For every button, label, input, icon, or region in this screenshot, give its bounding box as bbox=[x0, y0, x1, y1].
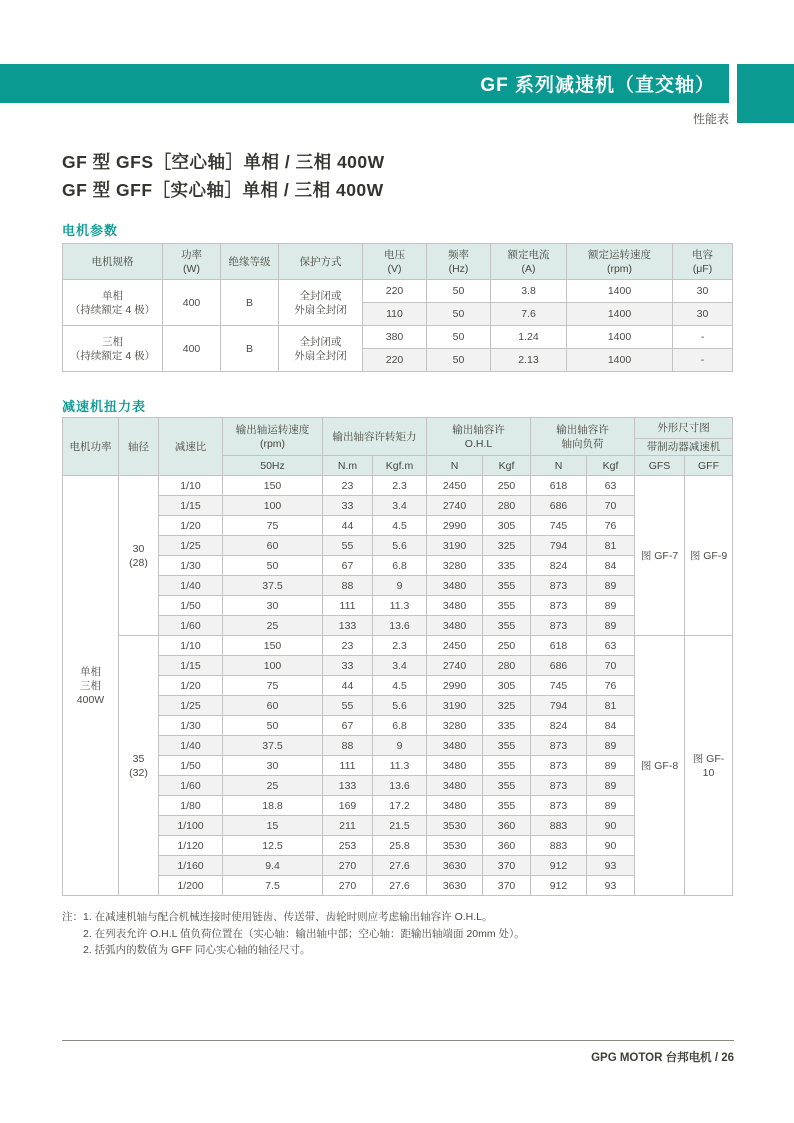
ratio-cell: 1/80 bbox=[159, 796, 223, 816]
value-cell: 912 bbox=[531, 876, 587, 896]
ratio-cell: 1/100 bbox=[159, 816, 223, 836]
value-cell: 3.4 bbox=[373, 656, 427, 676]
value-cell: 824 bbox=[531, 716, 587, 736]
value-cell: 270 bbox=[323, 876, 373, 896]
value-cell: 3.4 bbox=[373, 496, 427, 516]
value-cell: 3190 bbox=[427, 536, 483, 556]
value-cell: 335 bbox=[483, 556, 531, 576]
ratio-cell: 1/30 bbox=[159, 716, 223, 736]
performance-table-label: 性能表 bbox=[692, 112, 729, 126]
value-cell: 18.8 bbox=[223, 796, 323, 816]
value-cell: 89 bbox=[587, 616, 635, 636]
ratio-cell: 1/20 bbox=[159, 676, 223, 696]
header-cell: 50Hz bbox=[223, 456, 323, 476]
note-line: 1. 在减速机轴与配合机械连接时使用链齿、传送带、齿轮时则应考虑输出轴容许 O.H.L。 bbox=[83, 911, 493, 923]
header-cell: Kgf bbox=[587, 456, 635, 476]
spec-cell: 单相 （持续额定 4 极） bbox=[63, 280, 163, 326]
spec-cell: 三相 （持续额定 4 极） bbox=[63, 326, 163, 372]
value-cell: - bbox=[673, 326, 733, 349]
value-cell: 270 bbox=[323, 856, 373, 876]
value-cell: 89 bbox=[587, 756, 635, 776]
value-cell: 883 bbox=[531, 836, 587, 856]
page-title-gff: GF 型 GFF［实心轴］单相 / 三相 400W bbox=[62, 180, 384, 200]
value-cell: 3.8 bbox=[491, 280, 567, 303]
value-cell: 2450 bbox=[427, 636, 483, 656]
note-lines bbox=[83, 909, 525, 959]
value-cell: 90 bbox=[587, 816, 635, 836]
value-cell: 1400 bbox=[567, 326, 673, 349]
header-cell: 频率 (Hz) bbox=[427, 244, 491, 280]
value-cell: 2.3 bbox=[373, 476, 427, 496]
header-cell: N bbox=[531, 456, 587, 476]
ratio-cell: 1/40 bbox=[159, 576, 223, 596]
value-cell: 50 bbox=[427, 326, 491, 349]
value-cell: 37.5 bbox=[223, 576, 323, 596]
value-cell: 211 bbox=[323, 816, 373, 836]
ratio-cell: 1/25 bbox=[159, 536, 223, 556]
value-cell: 3280 bbox=[427, 716, 483, 736]
value-cell: 89 bbox=[587, 576, 635, 596]
value-cell: 305 bbox=[483, 676, 531, 696]
note-line: 2. 括弧内的数值为 GFF 同心实心轴的轴径尺寸。 bbox=[83, 944, 311, 956]
value-cell: 3480 bbox=[427, 616, 483, 636]
ratio-cell: 1/50 bbox=[159, 756, 223, 776]
value-cell: 5.6 bbox=[373, 696, 427, 716]
ratio-cell: 1/10 bbox=[159, 636, 223, 656]
value-cell: 111 bbox=[323, 756, 373, 776]
value-cell: 873 bbox=[531, 736, 587, 756]
value-cell: 873 bbox=[531, 776, 587, 796]
value-cell: 360 bbox=[483, 836, 531, 856]
value-cell: 12.5 bbox=[223, 836, 323, 856]
value-cell: 6.8 bbox=[373, 716, 427, 736]
value-cell: 55 bbox=[323, 696, 373, 716]
value-cell: 618 bbox=[531, 636, 587, 656]
value-cell: 3480 bbox=[427, 776, 483, 796]
value-cell: 9 bbox=[373, 736, 427, 756]
header-cell: 额定运转速度 (rpm) bbox=[567, 244, 673, 280]
insulation-cell: B bbox=[221, 280, 279, 326]
value-cell: 27.6 bbox=[373, 856, 427, 876]
value-cell: 250 bbox=[483, 476, 531, 496]
value-cell: 2990 bbox=[427, 676, 483, 696]
value-cell: 75 bbox=[223, 516, 323, 536]
value-cell: 873 bbox=[531, 796, 587, 816]
value-cell: 370 bbox=[483, 856, 531, 876]
page-title-gfs: GF 型 GFS［空心轴］单相 / 三相 400W bbox=[62, 152, 385, 172]
value-cell: 44 bbox=[323, 516, 373, 536]
value-cell: 55 bbox=[323, 536, 373, 556]
value-cell: 883 bbox=[531, 816, 587, 836]
value-cell: 7.6 bbox=[491, 303, 567, 326]
value-cell: 618 bbox=[531, 476, 587, 496]
value-cell: 50 bbox=[223, 556, 323, 576]
value-cell: 355 bbox=[483, 776, 531, 796]
value-cell: 27.6 bbox=[373, 876, 427, 896]
value-cell: 23 bbox=[323, 476, 373, 496]
motor-power-cell: 单相 三相 400W bbox=[63, 476, 119, 896]
header-cell: 轴径 bbox=[119, 418, 159, 476]
value-cell: 33 bbox=[323, 656, 373, 676]
value-cell: 280 bbox=[483, 656, 531, 676]
value-cell: 873 bbox=[531, 616, 587, 636]
header-cell: 电容 (μF) bbox=[673, 244, 733, 280]
ratio-cell: 1/40 bbox=[159, 736, 223, 756]
header-cell: GFF bbox=[685, 456, 733, 476]
ratio-cell: 1/160 bbox=[159, 856, 223, 876]
note-line: 2. 在列表允许 O.H.L 值负荷位置在（实心轴：输出轴中部；空心轴：距输出轴端面 20mm 处）。 bbox=[83, 927, 525, 940]
value-cell: 2.13 bbox=[491, 349, 567, 372]
value-cell: 360 bbox=[483, 816, 531, 836]
ratio-cell: 1/200 bbox=[159, 876, 223, 896]
value-cell: 2990 bbox=[427, 516, 483, 536]
value-cell: 111 bbox=[323, 596, 373, 616]
value-cell: 60 bbox=[223, 536, 323, 556]
header-cell: 输出轴容许 轴向负荷 bbox=[531, 418, 635, 456]
value-cell: 355 bbox=[483, 796, 531, 816]
value-cell: 60 bbox=[223, 696, 323, 716]
power-cell: 400 bbox=[163, 326, 221, 372]
ratio-cell: 1/30 bbox=[159, 556, 223, 576]
value-cell: 3480 bbox=[427, 576, 483, 596]
value-cell: 89 bbox=[587, 776, 635, 796]
value-cell: 50 bbox=[427, 280, 491, 303]
value-cell: 2.3 bbox=[373, 636, 427, 656]
header-cell: 功率 (W) bbox=[163, 244, 221, 280]
value-cell: 1400 bbox=[567, 303, 673, 326]
value-cell: 745 bbox=[531, 516, 587, 536]
value-cell: 3530 bbox=[427, 836, 483, 856]
value-cell: 220 bbox=[363, 349, 427, 372]
value-cell: 7.5 bbox=[223, 876, 323, 896]
header-cell: 电压 (V) bbox=[363, 244, 427, 280]
value-cell: 88 bbox=[323, 576, 373, 596]
gfs-figure-cell: 图 GF-7 bbox=[635, 476, 685, 636]
value-cell: 81 bbox=[587, 696, 635, 716]
value-cell: 100 bbox=[223, 496, 323, 516]
header-cell: 绝缘等级 bbox=[221, 244, 279, 280]
protection-cell: 全封闭或 外扇全封闭 bbox=[279, 280, 363, 326]
value-cell: 380 bbox=[363, 326, 427, 349]
value-cell: 25 bbox=[223, 776, 323, 796]
value-cell: 33 bbox=[323, 496, 373, 516]
motor-parameters-table bbox=[62, 243, 733, 372]
ratio-cell: 1/15 bbox=[159, 496, 223, 516]
value-cell: 84 bbox=[587, 556, 635, 576]
value-cell: 81 bbox=[587, 536, 635, 556]
value-cell: 133 bbox=[323, 616, 373, 636]
value-cell: 355 bbox=[483, 616, 531, 636]
value-cell: 912 bbox=[531, 856, 587, 876]
value-cell: 15 bbox=[223, 816, 323, 836]
header-banner bbox=[0, 64, 729, 103]
value-cell: 873 bbox=[531, 756, 587, 776]
value-cell: 794 bbox=[531, 696, 587, 716]
value-cell: 100 bbox=[223, 656, 323, 676]
value-cell: 1400 bbox=[567, 349, 673, 372]
value-cell: 11.3 bbox=[373, 756, 427, 776]
header-cell: N.m bbox=[323, 456, 373, 476]
value-cell: 89 bbox=[587, 736, 635, 756]
value-cell: 220 bbox=[363, 280, 427, 303]
value-cell: 3480 bbox=[427, 756, 483, 776]
value-cell: 70 bbox=[587, 496, 635, 516]
value-cell: 325 bbox=[483, 536, 531, 556]
header-cell: 外形尺寸图 bbox=[635, 418, 733, 439]
value-cell: 3190 bbox=[427, 696, 483, 716]
value-cell: 3480 bbox=[427, 796, 483, 816]
header-cell: 电机功率 bbox=[63, 418, 119, 476]
value-cell: 370 bbox=[483, 876, 531, 896]
value-cell: 30 bbox=[673, 280, 733, 303]
value-cell: 5.6 bbox=[373, 536, 427, 556]
value-cell: 686 bbox=[531, 496, 587, 516]
value-cell: 3480 bbox=[427, 596, 483, 616]
section-label-motor-params: 电机参数 bbox=[62, 223, 119, 238]
value-cell: 50 bbox=[427, 303, 491, 326]
value-cell: 93 bbox=[587, 856, 635, 876]
value-cell: 150 bbox=[223, 476, 323, 496]
value-cell: 4.5 bbox=[373, 676, 427, 696]
value-cell: 3530 bbox=[427, 816, 483, 836]
header-cell: 额定电流 (A) bbox=[491, 244, 567, 280]
value-cell: 30 bbox=[223, 756, 323, 776]
value-cell: 355 bbox=[483, 576, 531, 596]
value-cell: 67 bbox=[323, 556, 373, 576]
value-cell: 88 bbox=[323, 736, 373, 756]
value-cell: 84 bbox=[587, 716, 635, 736]
value-cell: 13.6 bbox=[373, 776, 427, 796]
value-cell: 133 bbox=[323, 776, 373, 796]
value-cell: 30 bbox=[223, 596, 323, 616]
header-cell: Kgf bbox=[483, 456, 531, 476]
value-cell: 93 bbox=[587, 876, 635, 896]
value-cell: 824 bbox=[531, 556, 587, 576]
value-cell: 50 bbox=[427, 349, 491, 372]
value-cell: 70 bbox=[587, 656, 635, 676]
value-cell: 30 bbox=[673, 303, 733, 326]
section-label-torque-table: 减速机扭力表 bbox=[62, 399, 147, 414]
note-label: 注： bbox=[62, 911, 83, 923]
value-cell: 335 bbox=[483, 716, 531, 736]
page-footer: GPG MOTOR 台邦电机 / 26 bbox=[62, 1040, 734, 1065]
ratio-cell: 1/10 bbox=[159, 476, 223, 496]
page-content bbox=[62, 148, 732, 959]
value-cell: 3630 bbox=[427, 856, 483, 876]
value-cell: 3280 bbox=[427, 556, 483, 576]
gff-figure-cell: 图 GF-10 bbox=[685, 636, 733, 896]
value-cell: 873 bbox=[531, 576, 587, 596]
header-cell: Kgf.m bbox=[373, 456, 427, 476]
value-cell: 1.24 bbox=[491, 326, 567, 349]
value-cell: 253 bbox=[323, 836, 373, 856]
value-cell: 13.6 bbox=[373, 616, 427, 636]
value-cell: 325 bbox=[483, 696, 531, 716]
value-cell: 25.8 bbox=[373, 836, 427, 856]
value-cell: 355 bbox=[483, 596, 531, 616]
value-cell: 2740 bbox=[427, 496, 483, 516]
header-cell: 电机规格 bbox=[63, 244, 163, 280]
value-cell: 250 bbox=[483, 636, 531, 656]
value-cell: 37.5 bbox=[223, 736, 323, 756]
value-cell: 67 bbox=[323, 716, 373, 736]
value-cell: 2740 bbox=[427, 656, 483, 676]
value-cell: 17.2 bbox=[373, 796, 427, 816]
value-cell: 76 bbox=[587, 516, 635, 536]
value-cell: 9.4 bbox=[223, 856, 323, 876]
shaft-dia-cell: 35 (32) bbox=[119, 636, 159, 896]
value-cell: 305 bbox=[483, 516, 531, 536]
value-cell: 6.8 bbox=[373, 556, 427, 576]
protection-cell: 全封闭或 外扇全封闭 bbox=[279, 326, 363, 372]
value-cell: 873 bbox=[531, 596, 587, 616]
banner-title: GF 系列减速机（直交轴） bbox=[480, 75, 715, 96]
value-cell: - bbox=[673, 349, 733, 372]
value-cell: 686 bbox=[531, 656, 587, 676]
reducer-torque-table bbox=[62, 417, 733, 896]
shaft-dia-cell: 30 (28) bbox=[119, 476, 159, 636]
header-cell: 输出轴容许转矩力 bbox=[323, 418, 427, 456]
value-cell: 90 bbox=[587, 836, 635, 856]
value-cell: 2450 bbox=[427, 476, 483, 496]
value-cell: 50 bbox=[223, 716, 323, 736]
value-cell: 4.5 bbox=[373, 516, 427, 536]
value-cell: 89 bbox=[587, 796, 635, 816]
value-cell: 9 bbox=[373, 576, 427, 596]
footnotes bbox=[62, 909, 732, 959]
value-cell: 11.3 bbox=[373, 596, 427, 616]
value-cell: 75 bbox=[223, 676, 323, 696]
header-cell: GFS bbox=[635, 456, 685, 476]
value-cell: 1400 bbox=[567, 280, 673, 303]
insulation-cell: B bbox=[221, 326, 279, 372]
value-cell: 355 bbox=[483, 736, 531, 756]
value-cell: 110 bbox=[363, 303, 427, 326]
value-cell: 3630 bbox=[427, 876, 483, 896]
gff-figure-cell: 图 GF-9 bbox=[685, 476, 733, 636]
value-cell: 76 bbox=[587, 676, 635, 696]
ratio-cell: 1/60 bbox=[159, 616, 223, 636]
value-cell: 280 bbox=[483, 496, 531, 516]
value-cell: 23 bbox=[323, 636, 373, 656]
value-cell: 794 bbox=[531, 536, 587, 556]
value-cell: 63 bbox=[587, 636, 635, 656]
value-cell: 21.5 bbox=[373, 816, 427, 836]
value-cell: 355 bbox=[483, 756, 531, 776]
header-cell: 保护方式 bbox=[279, 244, 363, 280]
header-cell: N bbox=[427, 456, 483, 476]
value-cell: 150 bbox=[223, 636, 323, 656]
header-cell: 减速比 bbox=[159, 418, 223, 476]
power-cell: 400 bbox=[163, 280, 221, 326]
value-cell: 745 bbox=[531, 676, 587, 696]
ratio-cell: 1/120 bbox=[159, 836, 223, 856]
gfs-figure-cell: 图 GF-8 bbox=[635, 636, 685, 896]
ratio-cell: 1/50 bbox=[159, 596, 223, 616]
corner-accent-square bbox=[737, 64, 794, 123]
ratio-cell: 1/15 bbox=[159, 656, 223, 676]
ratio-cell: 1/25 bbox=[159, 696, 223, 716]
value-cell: 3480 bbox=[427, 736, 483, 756]
header-cell: 输出轴运转速度 (rpm) bbox=[223, 418, 323, 456]
value-cell: 169 bbox=[323, 796, 373, 816]
ratio-cell: 1/60 bbox=[159, 776, 223, 796]
value-cell: 44 bbox=[323, 676, 373, 696]
value-cell: 89 bbox=[587, 596, 635, 616]
ratio-cell: 1/20 bbox=[159, 516, 223, 536]
value-cell: 63 bbox=[587, 476, 635, 496]
header-cell: 带制动器减速机 bbox=[635, 439, 733, 456]
header-cell: 输出轴容许 O.H.L bbox=[427, 418, 531, 456]
value-cell: 25 bbox=[223, 616, 323, 636]
